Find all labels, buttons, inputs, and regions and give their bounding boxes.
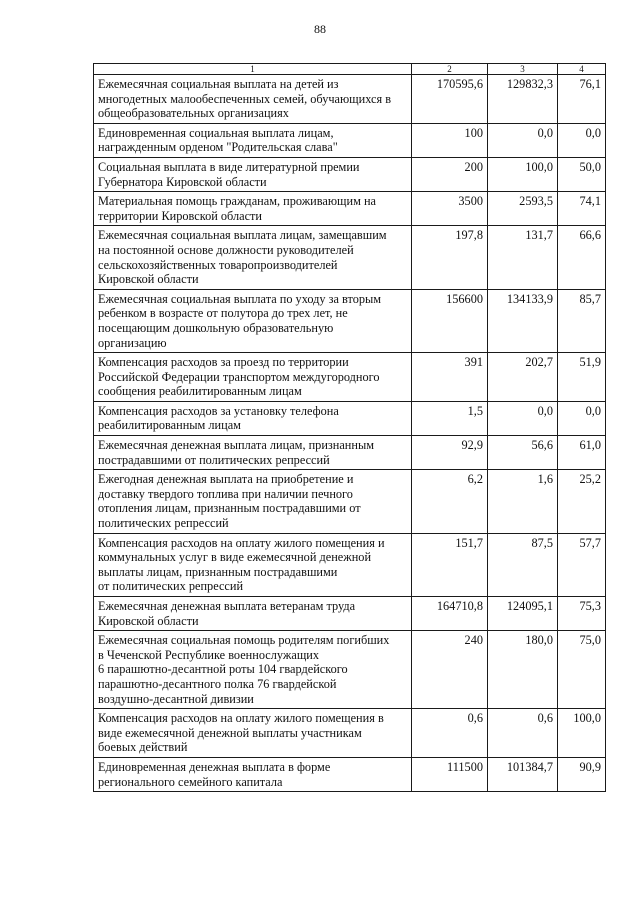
percent-cell: 76,1	[558, 75, 606, 124]
row-description	[94, 289, 412, 352]
description-line: виде ежемесячной денежной выплаты участникам	[98, 725, 362, 740]
executed-amount-cell: 0,0	[488, 123, 558, 157]
planned-amount-cell: 170595,6	[412, 75, 488, 124]
row-description	[94, 192, 412, 226]
description-line: сообщения реабилитированным лицам	[98, 384, 302, 399]
description-line: Ежегодная денежная выплата на приобретение и	[98, 472, 354, 487]
description-line: организацию	[98, 335, 167, 350]
percent-cell: 25,2	[558, 470, 606, 533]
percent-cell: 61,0	[558, 436, 606, 470]
planned-amount-cell: 200	[412, 157, 488, 191]
table-row	[94, 157, 606, 191]
table-row	[94, 289, 606, 352]
description-line: Кировской области	[98, 272, 199, 287]
executed-amount-cell: 180,0	[488, 631, 558, 709]
description-line: Ежемесячная денежная выплата лицам, признанным	[98, 438, 375, 453]
description-line: 6 парашютно-десантной роты 104 гвардейского	[98, 662, 348, 677]
column-header: 1	[94, 64, 412, 75]
row-description	[94, 597, 412, 631]
description-line: Компенсация расходов за проезд по территории	[98, 355, 349, 370]
executed-amount-cell: 202,7	[488, 353, 558, 402]
percent-cell: 75,3	[558, 597, 606, 631]
row-description	[94, 75, 412, 124]
planned-amount-cell: 92,9	[412, 436, 488, 470]
description-line: награжденным орденом "Родительская слава"	[98, 140, 338, 155]
planned-amount-cell: 156600	[412, 289, 488, 352]
description-line: отопления лицам, признанным пострадавшими от	[98, 501, 361, 516]
executed-amount-cell: 134133,9	[488, 289, 558, 352]
percent-cell: 57,7	[558, 533, 606, 596]
description-line: регионального семейного капитала	[98, 774, 283, 789]
executed-amount-cell: 2593,5	[488, 192, 558, 226]
table-row	[94, 353, 606, 402]
planned-amount-cell: 1,5	[412, 401, 488, 435]
column-number-row	[94, 64, 606, 75]
description-line: многодетных малообеспеченных семей, обучающихся в	[98, 91, 392, 106]
table-row	[94, 757, 606, 791]
description-line: боевых действий	[98, 740, 188, 755]
planned-amount-cell: 6,2	[412, 470, 488, 533]
row-description	[94, 226, 412, 289]
description-line: парашютно-десантного полка 76 гвардейской	[98, 676, 337, 691]
percent-cell: 75,0	[558, 631, 606, 709]
percent-cell: 85,7	[558, 289, 606, 352]
column-header: 4	[558, 64, 606, 75]
percent-cell: 0,0	[558, 123, 606, 157]
description-line: посещающим дошкольную образовательную	[98, 320, 334, 335]
description-line: Единовременная социальная выплата лицам,	[98, 125, 334, 140]
table-row	[94, 631, 606, 709]
planned-amount-cell: 100	[412, 123, 488, 157]
row-description	[94, 709, 412, 758]
planned-amount-cell: 197,8	[412, 226, 488, 289]
executed-amount-cell: 0,6	[488, 709, 558, 758]
row-description	[94, 353, 412, 402]
description-line: ребенком в возрасте от полутора до трех лет, не	[98, 306, 348, 321]
percent-cell: 0,0	[558, 401, 606, 435]
description-line: Губернатора Кировской области	[98, 174, 267, 189]
planned-amount-cell: 240	[412, 631, 488, 709]
description-line: политических репрессий	[98, 516, 229, 531]
percent-cell: 74,1	[558, 192, 606, 226]
executed-amount-cell: 129832,3	[488, 75, 558, 124]
description-line: в Чеченской Республике военнослужащих	[98, 647, 320, 662]
column-header: 2	[412, 64, 488, 75]
table-row	[94, 597, 606, 631]
description-line: пострадавшими от политических репрессий	[98, 452, 330, 467]
description-line: общеобразовательных организациях	[98, 106, 289, 121]
description-line: на постоянной основе должности руководителей	[98, 242, 354, 257]
page-number: 88	[314, 22, 326, 36]
description-line: Кировской области	[98, 613, 199, 628]
report-table	[93, 63, 606, 792]
row-description	[94, 470, 412, 533]
description-line: Компенсация расходов на оплату жилого помещения в	[98, 711, 384, 726]
description-line: коммунальных услуг в виде ежемесячной денежной	[98, 550, 372, 565]
table-row	[94, 533, 606, 596]
table-body	[94, 75, 606, 792]
table-row	[94, 470, 606, 533]
row-description	[94, 533, 412, 596]
planned-amount-cell: 111500	[412, 757, 488, 791]
description-line: Компенсация расходов за установку телефона	[98, 403, 339, 418]
row-description	[94, 757, 412, 791]
description-line: Ежемесячная социальная выплата лицам, замещавшим	[98, 228, 387, 243]
table-row	[94, 401, 606, 435]
description-line: выплаты лицам, признанным пострадавшими	[98, 564, 338, 579]
planned-amount-cell: 0,6	[412, 709, 488, 758]
row-description	[94, 631, 412, 709]
description-line: от политических репрессий	[98, 579, 244, 594]
percent-cell: 100,0	[558, 709, 606, 758]
table-row	[94, 436, 606, 470]
description-line: доставку твердого топлива при наличии печного	[98, 486, 353, 501]
executed-amount-cell: 101384,7	[488, 757, 558, 791]
table-row	[94, 709, 606, 758]
planned-amount-cell: 3500	[412, 192, 488, 226]
executed-amount-cell: 131,7	[488, 226, 558, 289]
percent-cell: 90,9	[558, 757, 606, 791]
description-line: Материальная помощь гражданам, проживающим на	[98, 194, 377, 209]
row-description	[94, 157, 412, 191]
description-line: Компенсация расходов на оплату жилого помещения и	[98, 535, 385, 550]
row-description	[94, 401, 412, 435]
table-row	[94, 75, 606, 124]
executed-amount-cell: 100,0	[488, 157, 558, 191]
table-row	[94, 123, 606, 157]
executed-amount-cell: 124095,1	[488, 597, 558, 631]
description-line: Социальная выплата в виде литературной премии	[98, 159, 360, 174]
table-row	[94, 226, 606, 289]
description-line: воздушно-десантной дивизии	[98, 691, 254, 706]
description-line: Единовременная денежная выплата в форме	[98, 759, 331, 774]
description-line: территории Кировской области	[98, 208, 262, 223]
description-line: Ежемесячная денежная выплата ветеранам труда	[98, 599, 356, 613]
planned-amount-cell: 151,7	[412, 533, 488, 596]
description-line: сельскохозяйственных товаропроизводителей	[98, 257, 338, 272]
description-line: Ежемесячная социальная выплата на детей из	[98, 77, 339, 91]
description-line: Ежемесячная социальная выплата по уходу за вторым	[98, 291, 382, 306]
description-line: реабилитированным лицам	[98, 418, 241, 433]
executed-amount-cell: 0,0	[488, 401, 558, 435]
row-description	[94, 123, 412, 157]
percent-cell: 50,0	[558, 157, 606, 191]
row-description	[94, 436, 412, 470]
description-line: Ежемесячная социальная помощь родителям погибших	[98, 633, 390, 648]
executed-amount-cell: 87,5	[488, 533, 558, 596]
planned-amount-cell: 391	[412, 353, 488, 402]
percent-cell: 51,9	[558, 353, 606, 402]
planned-amount-cell: 164710,8	[412, 597, 488, 631]
percent-cell: 66,6	[558, 226, 606, 289]
table-row	[94, 192, 606, 226]
column-header: 3	[488, 64, 558, 75]
executed-amount-cell: 1,6	[488, 470, 558, 533]
executed-amount-cell: 56,6	[488, 436, 558, 470]
description-line: Российской Федерации транспортом междугородного	[98, 369, 380, 384]
